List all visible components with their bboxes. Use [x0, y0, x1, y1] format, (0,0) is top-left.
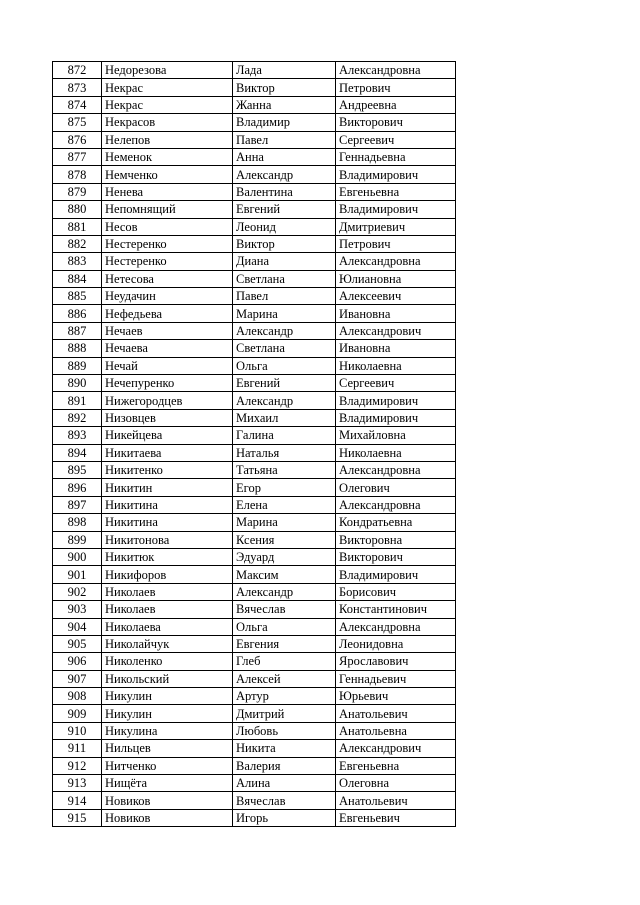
last-name-cell: Нефедьева [102, 305, 233, 322]
last-name-cell: Некрас [102, 79, 233, 96]
table-row [53, 775, 456, 792]
first-name-cell: Егор [233, 479, 336, 496]
patronymic-cell: Николаевна [336, 357, 456, 374]
first-name-cell: Алексей [233, 670, 336, 687]
patronymic-cell: Леонидовна [336, 635, 456, 652]
patronymic-cell: Геннадьевич [336, 670, 456, 687]
first-name-cell: Александр [233, 166, 336, 183]
patronymic-cell: Борисович [336, 583, 456, 600]
row-number-cell: 872 [53, 62, 102, 79]
table-row [53, 688, 456, 705]
patronymic-cell: Анатольевич [336, 705, 456, 722]
first-name-cell: Жанна [233, 96, 336, 113]
last-name-cell: Низовцев [102, 409, 233, 426]
row-number-cell: 879 [53, 183, 102, 200]
last-name-cell: Никейцева [102, 427, 233, 444]
last-name-cell: Нильцев [102, 740, 233, 757]
patronymic-cell: Викторович [336, 114, 456, 131]
last-name-cell: Нищёта [102, 775, 233, 792]
first-name-cell: Владимир [233, 114, 336, 131]
patronymic-cell: Олеговна [336, 775, 456, 792]
last-name-cell: Нечаева [102, 340, 233, 357]
patronymic-cell: Юрьевич [336, 688, 456, 705]
row-number-cell: 898 [53, 514, 102, 531]
first-name-cell: Глеб [233, 653, 336, 670]
table-row [53, 705, 456, 722]
first-name-cell: Артур [233, 688, 336, 705]
row-number-cell: 909 [53, 705, 102, 722]
last-name-cell: Николаев [102, 583, 233, 600]
row-number-cell: 889 [53, 357, 102, 374]
first-name-cell: Наталья [233, 444, 336, 461]
last-name-cell: Никулин [102, 688, 233, 705]
patronymic-cell: Евгеньевна [336, 757, 456, 774]
table-row [53, 427, 456, 444]
row-number-cell: 876 [53, 131, 102, 148]
last-name-cell: Никулина [102, 722, 233, 739]
table-row [53, 740, 456, 757]
row-number-cell: 901 [53, 566, 102, 583]
row-number-cell: 907 [53, 670, 102, 687]
patronymic-cell: Геннадьевна [336, 148, 456, 165]
patronymic-cell: Владимирович [336, 166, 456, 183]
table-row [53, 148, 456, 165]
row-number-cell: 910 [53, 722, 102, 739]
first-name-cell: Евгений [233, 375, 336, 392]
last-name-cell: Нечай [102, 357, 233, 374]
first-name-cell: Диана [233, 253, 336, 270]
row-number-cell: 905 [53, 635, 102, 652]
patronymic-cell: Сергеевич [336, 131, 456, 148]
last-name-cell: Никитина [102, 496, 233, 513]
table-row [53, 96, 456, 113]
first-name-cell: Анна [233, 148, 336, 165]
table-row [53, 166, 456, 183]
table-row [53, 235, 456, 252]
first-name-cell: Светлана [233, 340, 336, 357]
first-name-cell: Вячеслав [233, 792, 336, 809]
table-row [53, 305, 456, 322]
table-row [53, 757, 456, 774]
first-name-cell: Галина [233, 427, 336, 444]
patronymic-cell: Алексеевич [336, 288, 456, 305]
patronymic-cell: Кондратьевна [336, 514, 456, 531]
last-name-cell: Николаев [102, 601, 233, 618]
first-name-cell: Александр [233, 392, 336, 409]
table-row [53, 183, 456, 200]
row-number-cell: 873 [53, 79, 102, 96]
row-number-cell: 893 [53, 427, 102, 444]
last-name-cell: Николенко [102, 653, 233, 670]
row-number-cell: 912 [53, 757, 102, 774]
last-name-cell: Нелепов [102, 131, 233, 148]
table-row [53, 392, 456, 409]
row-number-cell: 915 [53, 809, 102, 826]
last-name-cell: Николайчук [102, 635, 233, 652]
last-name-cell: Никитонова [102, 531, 233, 548]
last-name-cell: Неменок [102, 148, 233, 165]
row-number-cell: 888 [53, 340, 102, 357]
last-name-cell: Некрасов [102, 114, 233, 131]
row-number-cell: 894 [53, 444, 102, 461]
table-row [53, 601, 456, 618]
last-name-cell: Новиков [102, 809, 233, 826]
last-name-cell: Немченко [102, 166, 233, 183]
first-name-cell: Ольга [233, 618, 336, 635]
row-number-cell: 878 [53, 166, 102, 183]
last-name-cell: Новиков [102, 792, 233, 809]
row-number-cell: 877 [53, 148, 102, 165]
last-name-cell: Никитина [102, 514, 233, 531]
table-row [53, 566, 456, 583]
last-name-cell: Никольский [102, 670, 233, 687]
first-name-cell: Дмитрий [233, 705, 336, 722]
table-row [53, 548, 456, 565]
table-row [53, 809, 456, 826]
patronymic-cell: Анатольевич [336, 792, 456, 809]
patronymic-cell: Ивановна [336, 340, 456, 357]
patronymic-cell: Андреевна [336, 96, 456, 113]
table-row [53, 131, 456, 148]
row-number-cell: 886 [53, 305, 102, 322]
table-row [53, 340, 456, 357]
last-name-cell: Нечепуренко [102, 375, 233, 392]
first-name-cell: Валентина [233, 183, 336, 200]
patronymic-cell: Евгеньевич [336, 809, 456, 826]
first-name-cell: Ксения [233, 531, 336, 548]
row-number-cell: 892 [53, 409, 102, 426]
row-number-cell: 885 [53, 288, 102, 305]
table-row [53, 531, 456, 548]
first-name-cell: Марина [233, 514, 336, 531]
last-name-cell: Недорезова [102, 62, 233, 79]
first-name-cell: Виктор [233, 235, 336, 252]
table-row [53, 618, 456, 635]
patronymic-cell: Александровна [336, 62, 456, 79]
patronymic-cell: Александровна [336, 253, 456, 270]
table-row [53, 409, 456, 426]
first-name-cell: Алина [233, 775, 336, 792]
table-row [53, 670, 456, 687]
patronymic-cell: Петрович [336, 235, 456, 252]
row-number-cell: 899 [53, 531, 102, 548]
patronymic-cell: Ивановна [336, 305, 456, 322]
first-name-cell: Павел [233, 288, 336, 305]
last-name-cell: Нестеренко [102, 253, 233, 270]
first-name-cell: Светлана [233, 270, 336, 287]
table-row [53, 218, 456, 235]
patronymic-cell: Викторовна [336, 531, 456, 548]
first-name-cell: Михаил [233, 409, 336, 426]
first-name-cell: Александр [233, 322, 336, 339]
last-name-cell: Нестеренко [102, 235, 233, 252]
first-name-cell: Вячеслав [233, 601, 336, 618]
last-name-cell: Несов [102, 218, 233, 235]
patronymic-cell: Владимирович [336, 392, 456, 409]
table-row [53, 444, 456, 461]
first-name-cell: Максим [233, 566, 336, 583]
last-name-cell: Неудачин [102, 288, 233, 305]
row-number-cell: 887 [53, 322, 102, 339]
row-number-cell: 890 [53, 375, 102, 392]
patronymic-cell: Петрович [336, 79, 456, 96]
first-name-cell: Ольга [233, 357, 336, 374]
patronymic-cell: Сергеевич [336, 375, 456, 392]
row-number-cell: 896 [53, 479, 102, 496]
table-row [53, 270, 456, 287]
table-row [53, 62, 456, 79]
first-name-cell: Александр [233, 583, 336, 600]
patronymic-cell: Александровна [336, 618, 456, 635]
patronymic-cell: Александровна [336, 496, 456, 513]
patronymic-cell: Александрович [336, 740, 456, 757]
last-name-cell: Никитюк [102, 548, 233, 565]
table-row [53, 479, 456, 496]
row-number-cell: 913 [53, 775, 102, 792]
last-name-cell: Нитченко [102, 757, 233, 774]
table-row [53, 792, 456, 809]
row-number-cell: 902 [53, 583, 102, 600]
table-row [53, 375, 456, 392]
first-name-cell: Виктор [233, 79, 336, 96]
patronymic-cell: Владимирович [336, 201, 456, 218]
table-row [53, 722, 456, 739]
last-name-cell: Никитаева [102, 444, 233, 461]
patronymic-cell: Александрович [336, 322, 456, 339]
row-number-cell: 881 [53, 218, 102, 235]
row-number-cell: 875 [53, 114, 102, 131]
patronymic-cell: Анатольевна [336, 722, 456, 739]
table-row [53, 653, 456, 670]
patronymic-cell: Олегович [336, 479, 456, 496]
last-name-cell: Нижегородцев [102, 392, 233, 409]
row-number-cell: 874 [53, 96, 102, 113]
row-number-cell: 908 [53, 688, 102, 705]
row-number-cell: 911 [53, 740, 102, 757]
first-name-cell: Татьяна [233, 461, 336, 478]
table-row [53, 322, 456, 339]
first-name-cell: Эдуард [233, 548, 336, 565]
first-name-cell: Лада [233, 62, 336, 79]
patronymic-cell: Ярославович [336, 653, 456, 670]
row-number-cell: 895 [53, 461, 102, 478]
names-table-body [53, 62, 456, 827]
names-table [52, 61, 456, 827]
row-number-cell: 906 [53, 653, 102, 670]
first-name-cell: Павел [233, 131, 336, 148]
row-number-cell: 904 [53, 618, 102, 635]
last-name-cell: Николаева [102, 618, 233, 635]
patronymic-cell: Николаевна [336, 444, 456, 461]
patronymic-cell: Михайловна [336, 427, 456, 444]
patronymic-cell: Константинович [336, 601, 456, 618]
patronymic-cell: Владимирович [336, 409, 456, 426]
row-number-cell: 882 [53, 235, 102, 252]
table-row [53, 461, 456, 478]
last-name-cell: Никитенко [102, 461, 233, 478]
last-name-cell: Никитин [102, 479, 233, 496]
first-name-cell: Никита [233, 740, 336, 757]
row-number-cell: 884 [53, 270, 102, 287]
row-number-cell: 900 [53, 548, 102, 565]
last-name-cell: Непомнящий [102, 201, 233, 218]
table-row [53, 635, 456, 652]
table-row [53, 357, 456, 374]
row-number-cell: 897 [53, 496, 102, 513]
first-name-cell: Любовь [233, 722, 336, 739]
last-name-cell: Никифоров [102, 566, 233, 583]
row-number-cell: 883 [53, 253, 102, 270]
table-row [53, 583, 456, 600]
table-row [53, 253, 456, 270]
first-name-cell: Валерия [233, 757, 336, 774]
first-name-cell: Евгений [233, 201, 336, 218]
last-name-cell: Некрас [102, 96, 233, 113]
table-row [53, 514, 456, 531]
table-row [53, 79, 456, 96]
patronymic-cell: Евгеньевна [336, 183, 456, 200]
first-name-cell: Марина [233, 305, 336, 322]
table-row [53, 288, 456, 305]
row-number-cell: 880 [53, 201, 102, 218]
patronymic-cell: Дмитриевич [336, 218, 456, 235]
patronymic-cell: Юлиановна [336, 270, 456, 287]
table-row [53, 496, 456, 513]
row-number-cell: 914 [53, 792, 102, 809]
table-row [53, 201, 456, 218]
first-name-cell: Игорь [233, 809, 336, 826]
table-row [53, 114, 456, 131]
last-name-cell: Нетесова [102, 270, 233, 287]
patronymic-cell: Викторович [336, 548, 456, 565]
first-name-cell: Елена [233, 496, 336, 513]
row-number-cell: 903 [53, 601, 102, 618]
last-name-cell: Ненева [102, 183, 233, 200]
patronymic-cell: Александровна [336, 461, 456, 478]
last-name-cell: Никулин [102, 705, 233, 722]
first-name-cell: Леонид [233, 218, 336, 235]
row-number-cell: 891 [53, 392, 102, 409]
last-name-cell: Нечаев [102, 322, 233, 339]
patronymic-cell: Владимирович [336, 566, 456, 583]
first-name-cell: Евгения [233, 635, 336, 652]
